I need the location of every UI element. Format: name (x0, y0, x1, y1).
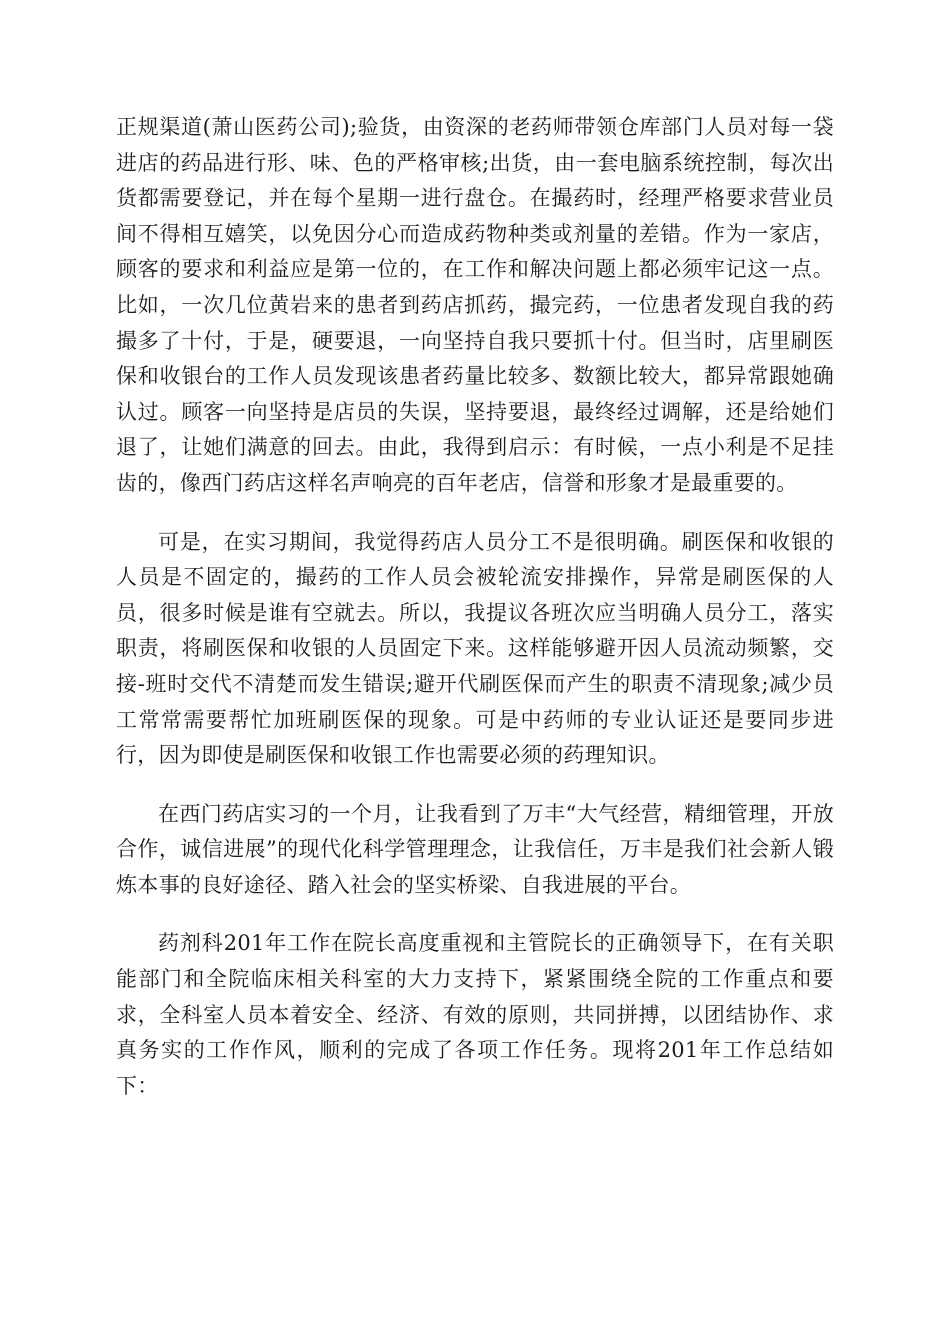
paragraph-4: 药剂科201年工作在院长高度重视和主管院长的正确领导下，在有关职能部门和全院临床相关科室的大力支持下，紧紧围绕全院的工作重点和要求，全科室人员本着安全、经济、有效的原则，共同拼搏，以团结协作、求真务实的工作作风，顺利的完成了各项工作任务。现将201年工作总结如下： (116, 931, 834, 1098)
paragraph-2: 可是，在实习期间，我觉得药店人员分工不是很明确。刷医保和收银的人员是不固定的，撮药的工作人员会被轮流安排操作，异常是刷医保的人员，很多时候是谁有空就去。所以，我提议各班次应当明确人员分工，落实职责，将刷医保和收银的人员固定下来。这样能够避开因人员流动频繁，交接-班时交代不清楚而发生错误;避开代刷医保而产生的职责不清现象;减少员工常常需要帮忙加班刷医保的现象。可是中药师的专业认证还是要同步进行，因为即使是刷医保和收银工作也需要必须的药理知识。 (116, 529, 834, 768)
document-body (116, 110, 834, 1127)
paragraph-3: 在西门药店实习的一个月，让我看到了万丰“大气经营，精细管理，开放合作，诚信进展”的现代化科学管理理念，让我信任，万丰是我们社会新人锻炼本事的良好途径、踏入社会的坚实桥梁、自我进展的平台。 (116, 801, 834, 897)
paragraph-1: 正规渠道(萧山医药公司);验货，由资深的老药师带领仓库部门人员对每一袋进店的药品进行形、味、色的严格审核;出货，由一套电脑系统控制，每次出货都需要登记，并在每个星期一进行盘仓。在撮药时，经理严格要求营业员间不得相互嬉笑，以免因分心而造成药物种类或剂量的差错。作为一家店，顾客的要求和利益应是第一位的，在工作和解决问题上都必须牢记这一点。比如，一次几位黄岩来的患者到药店抓药，撮完药，一位患者发现自我的药撮多了十付，于是，硬要退，一向坚持自我只要抓十付。但当时，店里刷医保和收银台的工作人员发现该患者药量比较多、数额比较大，都异常跟她确认过。顾客一向坚持是店员的失误，坚持要退，最终经过调解，还是给她们退了，让她们满意的回去。由此，我得到启示：有时候，一点小利是不足挂齿的，像西门药店这样名声响亮的百年老店，信誉和形象才是最重要的。 (116, 115, 834, 495)
